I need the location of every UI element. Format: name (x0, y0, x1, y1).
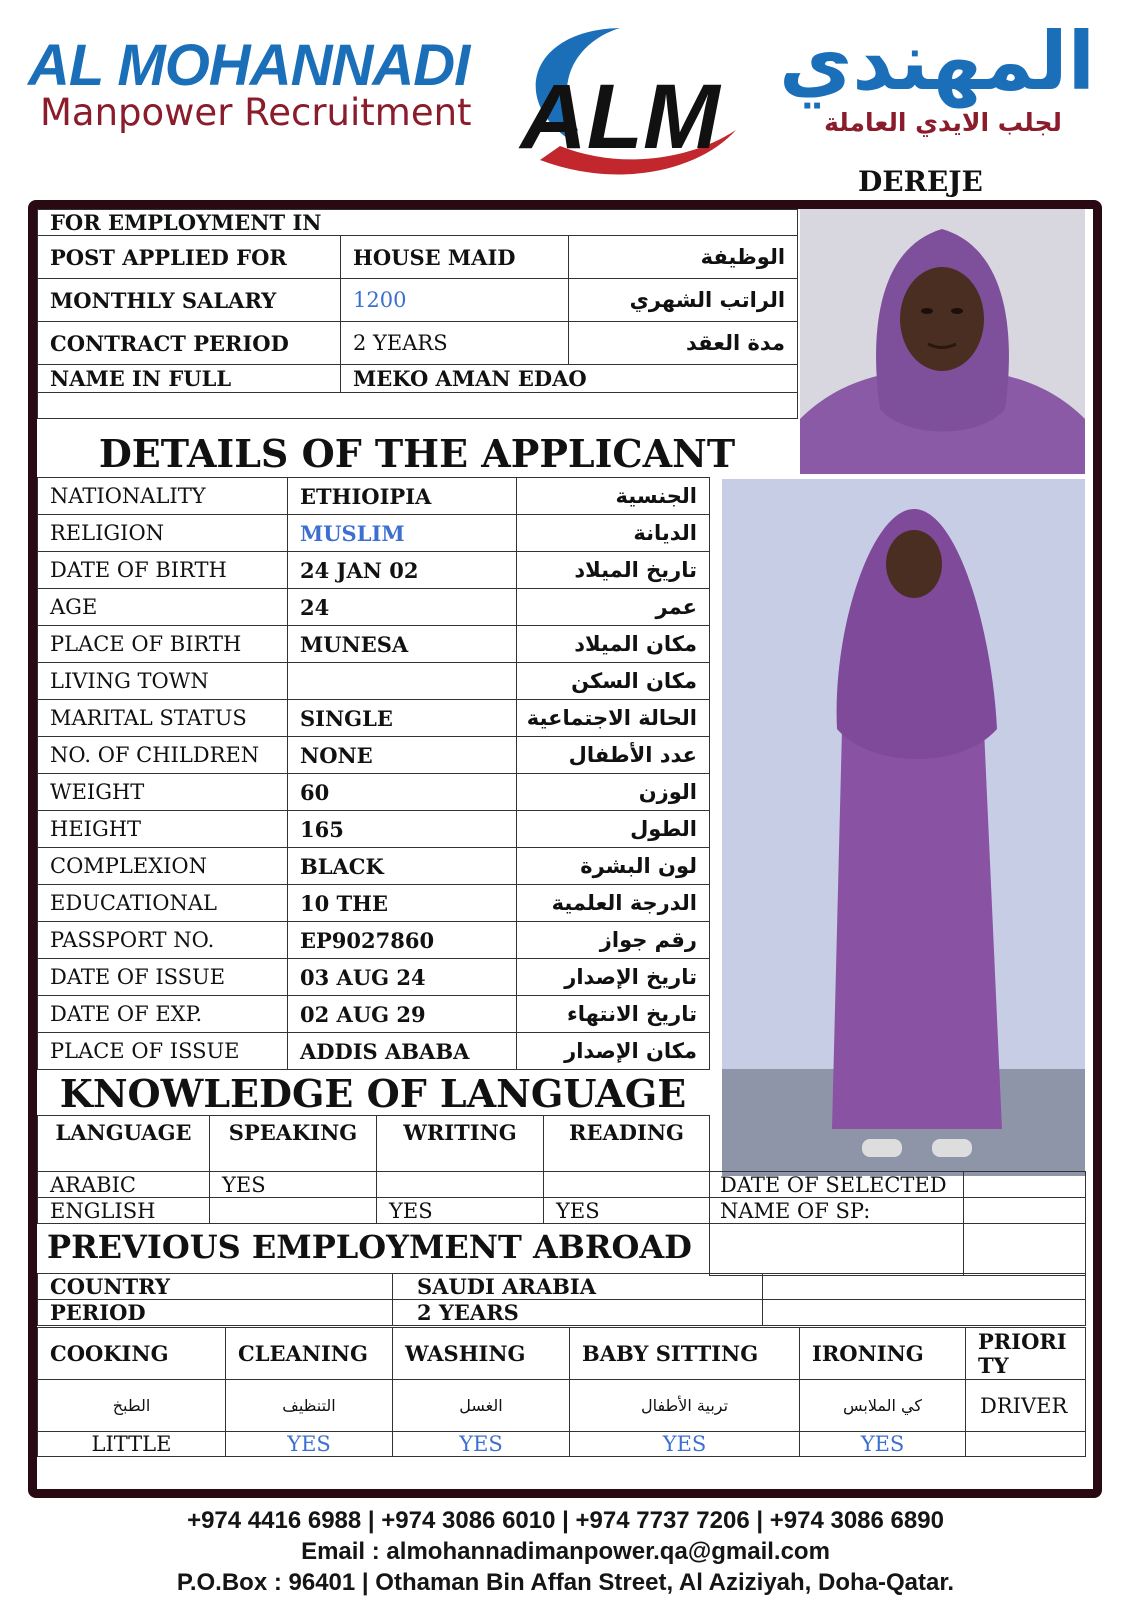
skill-header: BABY SITTING (570, 1328, 800, 1380)
table-row (38, 279, 798, 322)
table-row (38, 626, 710, 663)
row-label: CONTRACT PERIOD (38, 322, 341, 365)
table-row (38, 1274, 1086, 1300)
detail-label-ar: لون البشرة (517, 848, 710, 885)
footer-phones: +974 4416 6988 | +974 3086 6010 | +974 7737 7206 | +974 3086 6890 (187, 1507, 944, 1534)
detail-label-ar: عمر (517, 589, 710, 626)
detail-value: 165 (288, 811, 517, 848)
skill-label-ar: الطبخ (38, 1380, 226, 1432)
brand-name-en: AL MOHANNADI (28, 33, 470, 98)
detail-value: EP9027860 (288, 922, 517, 959)
language-cell: ARABIC (38, 1172, 210, 1198)
skill-header: PRIORI TY (966, 1328, 1086, 1380)
table-row (38, 996, 710, 1033)
detail-label: AGE (38, 589, 288, 626)
detail-value: NONE (288, 737, 517, 774)
skills-arabic-row (38, 1380, 1086, 1432)
detail-label: NO. OF CHILDREN (38, 737, 288, 774)
empty-cell (710, 1224, 964, 1276)
table-row (38, 663, 710, 700)
detail-label-ar: تاريخ الإصدار (517, 959, 710, 996)
detail-label-ar: الديانة (517, 515, 710, 552)
skills-header-row (38, 1328, 1086, 1380)
detail-label-ar: تاريخ الميلاد (517, 552, 710, 589)
detail-label: NATIONALITY (38, 478, 288, 515)
writing-cell: YES (377, 1198, 544, 1224)
detail-value: BLACK (288, 848, 517, 885)
detail-label: PLACE OF BIRTH (38, 626, 288, 663)
skill-header: IRONING (800, 1328, 966, 1380)
row-label-ar: الوظيفة (569, 236, 798, 279)
detail-label-ar: الدرجة العلمية (517, 885, 710, 922)
detail-value: 03 AUG 24 (288, 959, 517, 996)
detail-label-ar: الحالة الاجتماعية (517, 700, 710, 737)
period-value: 2 YEARS (393, 1300, 763, 1326)
previous-employment-title: PREVIOUS EMPLOYMENT ABROAD (47, 1228, 692, 1266)
detail-label: EDUCATIONAL (38, 885, 288, 922)
detail-label: LIVING TOWN (38, 663, 288, 700)
detail-label: MARITAL STATUS (38, 700, 288, 737)
employment-table (37, 209, 798, 419)
date-selected-label: DATE OF SELECTED (710, 1172, 964, 1198)
row-value: 1200 (341, 279, 569, 322)
table-row (38, 589, 710, 626)
cv-frame (28, 200, 1102, 1498)
sponsor-label: NAME OF SP: (710, 1198, 964, 1224)
detail-label-ar: الطول (517, 811, 710, 848)
details-table (37, 477, 710, 1070)
table-row (38, 552, 710, 589)
col-header: READING (544, 1116, 710, 1172)
empty-cell (763, 1274, 1086, 1300)
row-label: POST APPLIED FOR (38, 236, 341, 279)
alm-logo (500, 20, 740, 180)
row-label: MONTHLY SALARY (38, 279, 341, 322)
skill-level: YES (800, 1432, 966, 1457)
table-row (38, 365, 798, 393)
detail-value: MUSLIM (288, 515, 517, 552)
empty-cell (763, 1300, 1086, 1326)
detail-label-ar: الوزن (517, 774, 710, 811)
row-value: 2 YEARS (341, 322, 569, 365)
language-header-row (38, 1116, 710, 1172)
skill-label-ar: الغسل (393, 1380, 570, 1432)
speaking-cell (210, 1198, 377, 1224)
table-row (38, 885, 710, 922)
detail-label: WEIGHT (38, 774, 288, 811)
empty-cell (964, 1224, 1086, 1276)
detail-value: 60 (288, 774, 517, 811)
reading-cell (544, 1172, 710, 1198)
table-row (38, 811, 710, 848)
skill-level: YES (570, 1432, 800, 1457)
language-cell: ENGLISH (38, 1198, 210, 1224)
brand-name-ar: المهندي (778, 15, 1096, 108)
sponsor-value (964, 1198, 1086, 1224)
detail-label: DATE OF BIRTH (38, 552, 288, 589)
row-label-ar: مدة العقد (569, 322, 798, 365)
table-row (38, 700, 710, 737)
reading-cell: YES (544, 1198, 710, 1224)
driver-cell: DRIVER (966, 1380, 1086, 1432)
logo-text: ALM (520, 66, 720, 168)
detail-value: SINGLE (288, 700, 517, 737)
skills-level-row (38, 1432, 1086, 1457)
table-row (38, 515, 710, 552)
table-row (38, 478, 710, 515)
detail-label-ar: مكان الإصدار (517, 1033, 710, 1070)
country-value: SAUDI ARABIA (393, 1274, 763, 1300)
table-row (38, 322, 798, 365)
skill-level: YES (226, 1432, 393, 1457)
col-header: LANGUAGE (38, 1116, 210, 1172)
footer-email[interactable]: Email : almohannadimanpower.qa@gmail.com (301, 1538, 830, 1565)
detail-value: 24 (288, 589, 517, 626)
col-header: WRITING (377, 1116, 544, 1172)
skill-label-ar: كي الملابس (800, 1380, 966, 1432)
spacer-row (38, 393, 798, 419)
date-selected-value (964, 1172, 1086, 1198)
period-label: PERIOD (38, 1300, 393, 1326)
table-row (38, 959, 710, 996)
detail-label: PASSPORT NO. (38, 922, 288, 959)
table-row (38, 774, 710, 811)
skill-label-ar: تربية الأطفال (570, 1380, 800, 1432)
tagline-ar: لجلب الايدي العاملة (824, 108, 1062, 137)
language-title: KNOWLEDGE OF LANGUAGE (59, 1071, 687, 1116)
table-row (710, 1198, 1086, 1224)
detail-label: RELIGION (38, 515, 288, 552)
speaking-cell: YES (210, 1172, 377, 1198)
detail-label-ar: الجنسية (517, 478, 710, 515)
table-row (38, 1172, 710, 1198)
detail-label-ar: مكان السكن (517, 663, 710, 700)
footer-address: P.O.Box : 96401 | Othaman Bin Affan Street, Al Aziziyah, Doha-Qatar. (176, 1569, 955, 1596)
tagline-en: Manpower Recruitment (40, 91, 472, 134)
table-row (38, 236, 798, 279)
detail-value: ADDIS ABABA (288, 1033, 517, 1070)
applicant-portrait-photo (800, 209, 1085, 474)
detail-value: ETHIOIPIA (288, 478, 517, 515)
skills-table (37, 1327, 1086, 1457)
skill-header: CLEANING (226, 1328, 393, 1380)
detail-label-ar: مكان الميلاد (517, 626, 710, 663)
detail-label: COMPLEXION (38, 848, 288, 885)
skill-header: COOKING (38, 1328, 226, 1380)
detail-label: DATE OF ISSUE (38, 959, 288, 996)
skill-level: LITTLE (38, 1432, 226, 1457)
row-label-ar: الراتب الشهري (569, 279, 798, 322)
skill-level (966, 1432, 1086, 1457)
detail-value: 24 JAN 02 (288, 552, 517, 589)
skill-header: WASHING (393, 1328, 570, 1380)
applicant-full-photo (722, 479, 1085, 1176)
language-table (37, 1115, 710, 1224)
writing-cell (377, 1172, 544, 1198)
detail-label-ar: عدد الأطفال (517, 737, 710, 774)
table-row (38, 848, 710, 885)
table-row (38, 737, 710, 774)
detail-label: DATE OF EXP. (38, 996, 288, 1033)
selection-table (709, 1171, 1086, 1276)
row-value: HOUSE MAID (341, 236, 569, 279)
col-header: SPEAKING (210, 1116, 377, 1172)
detail-label: PLACE OF ISSUE (38, 1033, 288, 1070)
table-row (38, 922, 710, 959)
table-row (38, 1033, 710, 1070)
name-value: MEKO AMAN EDAO (341, 365, 798, 393)
agent-name: DEREJE (858, 165, 983, 198)
table-row (710, 1224, 1086, 1276)
table-row (710, 1172, 1086, 1198)
detail-value: MUNESA (288, 626, 517, 663)
table-row (38, 1198, 710, 1224)
country-label: COUNTRY (38, 1274, 393, 1300)
skill-level: YES (393, 1432, 570, 1457)
detail-label: HEIGHT (38, 811, 288, 848)
table-row (38, 1300, 1086, 1326)
detail-value (288, 663, 517, 700)
detail-value: 10 THE (288, 885, 517, 922)
detail-label-ar: تاريخ الانتهاء (517, 996, 710, 1033)
details-title: DETAILS OF THE APPLICANT (98, 431, 736, 476)
previous-table (37, 1273, 1086, 1326)
skill-label-ar: التنظيف (226, 1380, 393, 1432)
detail-label-ar: رقم جواز (517, 922, 710, 959)
name-label: NAME IN FULL (38, 365, 341, 393)
detail-value: 02 AUG 29 (288, 996, 517, 1033)
employment-heading: FOR EMPLOYMENT IN (38, 210, 798, 236)
